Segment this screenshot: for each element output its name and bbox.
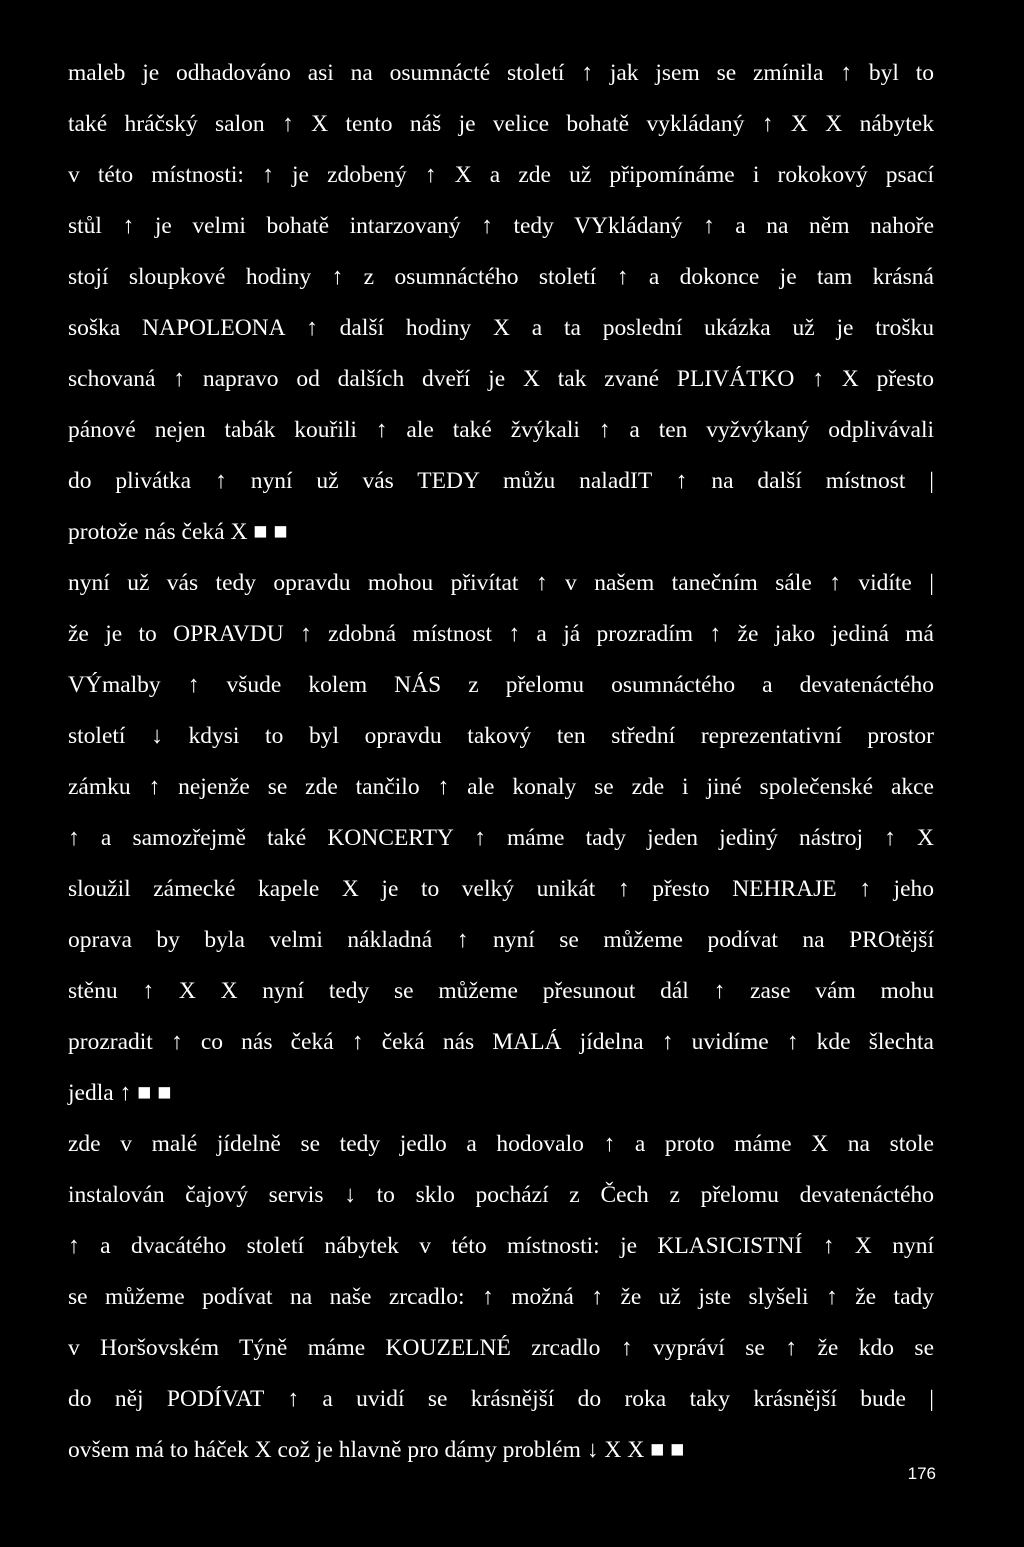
- text-line-7: schovaná ↑ napravo od dalších dveří je X tak zvané PLIVÁTKO ↑ X přesto: [68, 366, 934, 392]
- text-line-6: soška NAPOLEONA ↑ další hodiny X a ta poslední ukázka už je trošku: [68, 315, 934, 341]
- text-line-13: VÝmalby ↑ všude kolem NÁS z přelomu osumnáctého a devatenáctého: [68, 672, 934, 698]
- text-line-20: prozradit ↑ co nás čeká ↑ čeká nás MALÁ jídelna ↑ uvidíme ↑ kde šlechta: [68, 1029, 934, 1055]
- text-line-10: protože nás čeká X ■ ■: [68, 519, 288, 545]
- text-line-26: v Horšovském Týně máme KOUZELNÉ zrcadlo ↑ vypráví se ↑ že kdo se: [68, 1335, 934, 1361]
- text-line-9: do plivátka ↑ nyní už vás TEDY můžu naladIT ↑ na další místnost |: [68, 468, 934, 494]
- text-line-16: ↑ a samozřejmě také KONCERTY ↑ máme tady jeden jediný nástroj ↑ X: [68, 825, 934, 851]
- text-line-14: století ↓ kdysi to byl opravdu takový ten střední reprezentativní prostor: [68, 723, 934, 749]
- text-line-1: maleb je odhadováno asi na osumnácté století ↑ jak jsem se zmínila ↑ byl to: [68, 60, 934, 86]
- text-line-2: také hráčský salon ↑ X tento náš je velice bohatě vykládaný ↑ X X nábytek: [68, 111, 934, 137]
- text-line-24: ↑ a dvacátého století nábytek v této místnosti: je KLASICISTNÍ ↑ X nyní: [68, 1233, 934, 1259]
- page-number: 176: [907, 1464, 936, 1483]
- text-line-15: zámku ↑ nejenže se zde tančilo ↑ ale konaly se zde i jiné společenské akce: [68, 774, 934, 800]
- text-line-28: ovšem má to háček X což je hlavně pro dámy problém ↓ X X ■ ■: [68, 1437, 685, 1463]
- text-line-25: se můžeme podívat na naše zrcadlo: ↑ možná ↑ že už jste slyšeli ↑ že tady: [68, 1284, 934, 1310]
- text-line-11: nyní už vás tedy opravdu mohou přivítat ↑ v našem tanečním sále ↑ vidíte |: [68, 570, 934, 596]
- text-line-3: v této místnosti: ↑ je zdobený ↑ X a zde už připomínáme i rokokový psací: [68, 162, 934, 188]
- text-line-18: oprava by byla velmi nákladná ↑ nyní se můžeme podívat na PROtější: [68, 927, 934, 953]
- text-line-22: zde v malé jídelně se tedy jedlo a hodovalo ↑ a proto máme X na stole: [68, 1131, 934, 1157]
- text-line-27: do něj PODÍVAT ↑ a uvidí se krásnější do roka taky krásnější bude |: [68, 1386, 934, 1412]
- text-line-5: stojí sloupkové hodiny ↑ z osumnáctého století ↑ a dokonce je tam krásná: [68, 264, 934, 290]
- text-line-17: sloužil zámecké kapele X je to velký unikát ↑ přesto NEHRAJE ↑ jeho: [68, 876, 934, 902]
- text-line-23: instalován čajový servis ↓ to sklo pochází z Čech z přelomu devatenáctého: [68, 1182, 934, 1208]
- text-line-4: stůl ↑ je velmi bohatě intarzovaný ↑ tedy VYkládaný ↑ a na něm nahoře: [68, 213, 934, 239]
- text-line-8: pánové nejen tabák kouřili ↑ ale také žvýkali ↑ a ten vyžvýkaný odplivávali: [68, 417, 934, 443]
- text-line-21: jedla ↑ ■ ■: [68, 1080, 172, 1106]
- text-line-19: stěnu ↑ X X nyní tedy se můžeme přesunout dál ↑ zase vám mohu: [68, 978, 934, 1004]
- text-line-12: že je to OPRAVDU ↑ zdobná místnost ↑ a já prozradím ↑ že jako jediná má: [68, 621, 934, 647]
